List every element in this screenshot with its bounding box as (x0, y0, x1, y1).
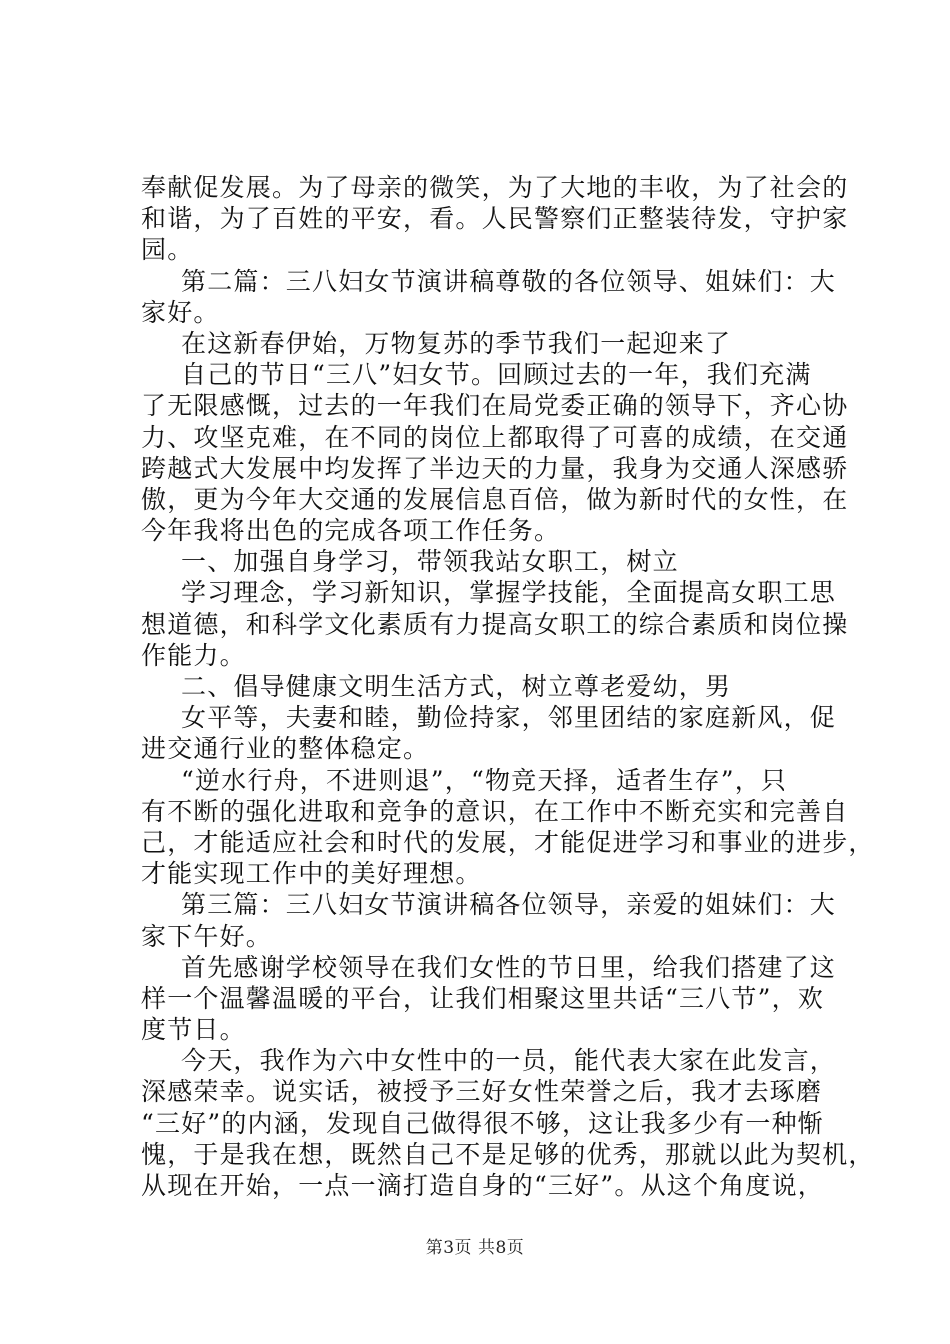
text-line: 己，才能适应社会和时代的发展，才能促进学习和事业的进步， (141, 827, 875, 857)
document-body (141, 172, 875, 1201)
text-line: 度节日。 (141, 1015, 246, 1045)
text-line: “三好”的内涵，发现自己做得很不够，这让我多少有一种惭 (141, 1108, 824, 1138)
text-line: 样一个温馨温暖的平台，让我们相聚这里共话“三八节”，欢 (141, 983, 824, 1013)
paragraph-start-line: 自己的节日“三八”妇女节。回顾过去的一年，我们充满 (181, 360, 812, 390)
text-line: 奉献促发展。为了母亲的微笑，为了大地的丰收，为了社会的 (141, 173, 849, 202)
text-line: 家好。 (141, 297, 220, 327)
text-line: 从现在开始，一点一滴打造自身的“三好”。从这个角度说， (141, 1171, 824, 1200)
text-line: 力、攻坚克难，在不同的岗位上都取得了可喜的成绩，在交通 (141, 422, 849, 452)
text-line: 家下午好。 (141, 921, 273, 951)
text-line: 想道德，和科学文化素质有力提高女职工的综合素质和岗位操 (141, 609, 849, 639)
paragraph-start-line: 二、倡导健康文明生活方式，树立尊老爱幼，男 (181, 672, 732, 701)
text-line: 有不断的强化进取和竞争的意识，在工作中不断充实和完善自 (141, 796, 849, 826)
section-heading-line: 第三篇：三八妇女节演讲稿各位领导，亲爱的姐妹们：大 (181, 890, 837, 920)
paragraph-start-line: 学习理念，学习新知识，掌握学技能，全面提高女职工思 (181, 578, 837, 608)
text-line: 今年我将出色的完成各项工作任务。 (141, 516, 561, 546)
paragraph-start-line: 一、加强自身学习，带领我站女职工，树立 (181, 547, 679, 577)
paragraph-start-line: 女平等，夫妻和睦，勤俭持家，邻里团结的家庭新风，促 (181, 703, 837, 733)
paragraph-start-line: 首先感谢学校领导在我们女性的节日里，给我们搭建了这 (181, 952, 837, 982)
text-line: 了无限感慨，过去的一年我们在局党委正确的领导下，齐心协 (141, 391, 849, 421)
text-line: 深感荣幸。说实话，被授予三好女性荣誉之后，我才去琢磨 (141, 1077, 823, 1107)
text-line: 园。 (141, 235, 194, 265)
page-number-label: 第3页 共8页 (425, 1238, 525, 1258)
paragraph-start-line: 今天，我作为六中女性中的一员，能代表大家在此发言， (181, 1046, 837, 1076)
paragraph-start-line: 在这新春伊始，万物复苏的季节我们一起迎来了 (181, 328, 732, 358)
text-line: 作能力。 (141, 640, 246, 670)
text-line: 进交通行业的整体稳定。 (141, 734, 430, 764)
section-heading-line: 第二篇：三八妇女节演讲稿尊敬的各位领导、姐妹们：大 (181, 266, 837, 296)
text-line: 跨越式大发展中均发挥了半边天的力量，我身为交通人深感骄 (141, 453, 849, 483)
text-line: 愧，于是我在想，既然自己不是足够的优秀，那就以此为契机， (141, 1139, 875, 1169)
text-line: 才能实现工作中的美好理想。 (141, 859, 482, 889)
text-line: 和谐，为了百姓的平安，看。人民警察们正整装待发，守护家 (141, 204, 849, 234)
text-line: 傲，更为今年大交通的发展信息百倍，做为新时代的女性，在 (141, 484, 849, 514)
paragraph-start-line: “逆水行舟，不进则退”，“物竞天择，适者生存”，只 (181, 765, 788, 795)
page-footer (0, 1236, 950, 1260)
